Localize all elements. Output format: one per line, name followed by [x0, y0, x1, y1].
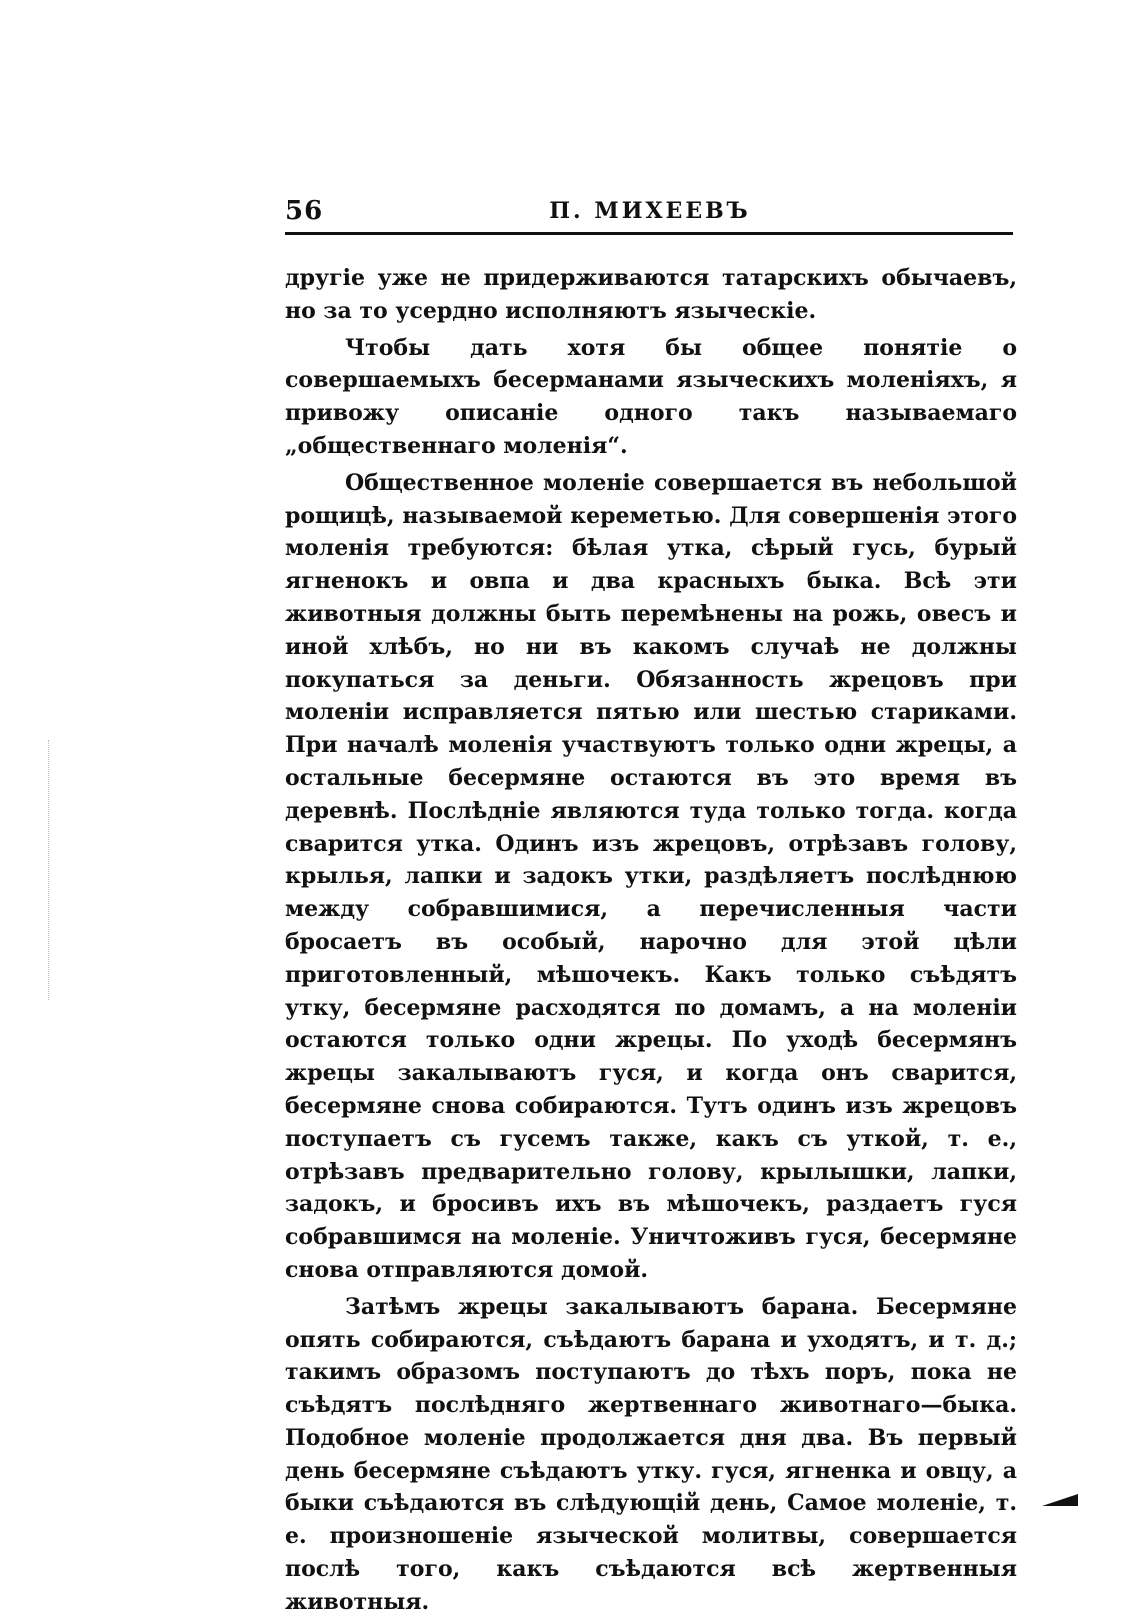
- paragraph-sacrifice: Затѣмъ жрецы закалываютъ барана. Бесермяне опять собираются, съѣдаютъ барана и уходятъ, и т. д.; такимъ образомъ поступаютъ до тѣхъ поръ, пока не съѣдятъ послѣдняго жертвеннаго животнаго—быка. Подобное моленіе продолжается дня два. Въ первый день бесермяне съѣдаютъ утку. гуся, ягненка и овцу, а быки съѣдаются въ слѣдующій день, Самое моленіе, т. е. произношеніе языческой молитвы, совершается послѣ того, какъ съѣдаются всѣ жертвенныя животныя.: [285, 1293, 1017, 1615]
- paragraph-ritual: Общественное моленіе совершается въ небольшой рощицѣ, называемой кереметью. Для совершенія этого моленія требуются: бѣлая утка, сѣрый гусь, бурый ягненокъ и овпа и два красныхъ быка. Всѣ эти животныя должны быть перемѣнены на рожь, овесъ и иной хлѣбъ, но ни въ какомъ случаѣ не должны покупаться за деньги. Обязанность жрецовъ при моленіи исправляется пятью или шестью стариками. При началѣ моленія участвуютъ только одни жрецы, а остальные бесермяне остаются въ это время въ деревнѣ. Послѣдніе являются туда только тогда. когда сварится утка. Одинъ изъ жрецовъ, отрѣзавъ голову, крылья, лапки и задокъ утки, раздѣляетъ послѣднюю между собравшимися, а перечисленныя части бросаетъ въ особый, нарочно для этой цѣли приготовленный, мѣшочекъ. Какъ только съѣдятъ утку, бесермяне расходятся по домамъ, а на моленіи остаются только одни жрецы. По уходѣ бесермянъ жрецы закалываютъ гуся, и когда онъ сварится, бесермяне снова собираются. Тутъ одинъ изъ жрецовъ поступаетъ съ гусемъ также, какъ съ уткой, т. е., отрѣзавъ предварительно голову, крылышки, лапки, задокъ, и бросивъ ихъ въ мѣшочекъ, раздаетъ гуся собравшимся на моленіе. Уничтоживъ гуся, бесермяне снова отправляются домой.: [285, 469, 1017, 1283]
- page-number: 56: [285, 196, 324, 226]
- header-rule: [285, 232, 1013, 235]
- paragraph-intro: Чтобы дать хотя бы общее понятіе о совершаемыхъ бесерманами языческихъ моленіяхъ, я привожу описаніе одного такъ называемаго „общественнаго моленія“.: [285, 334, 1017, 459]
- margin-scan-dots: [48, 740, 49, 1000]
- running-head: П. МИХЕЕВЪ: [549, 198, 751, 224]
- body-text: [285, 262, 1017, 1623]
- page-header: [285, 192, 1015, 228]
- paragraph-continuation: другіе уже не придерживаются татарскихъ обычаевъ, но за то усердно исполняютъ языческіе.: [285, 265, 1017, 324]
- scan-corner-mark: [1040, 1492, 1080, 1508]
